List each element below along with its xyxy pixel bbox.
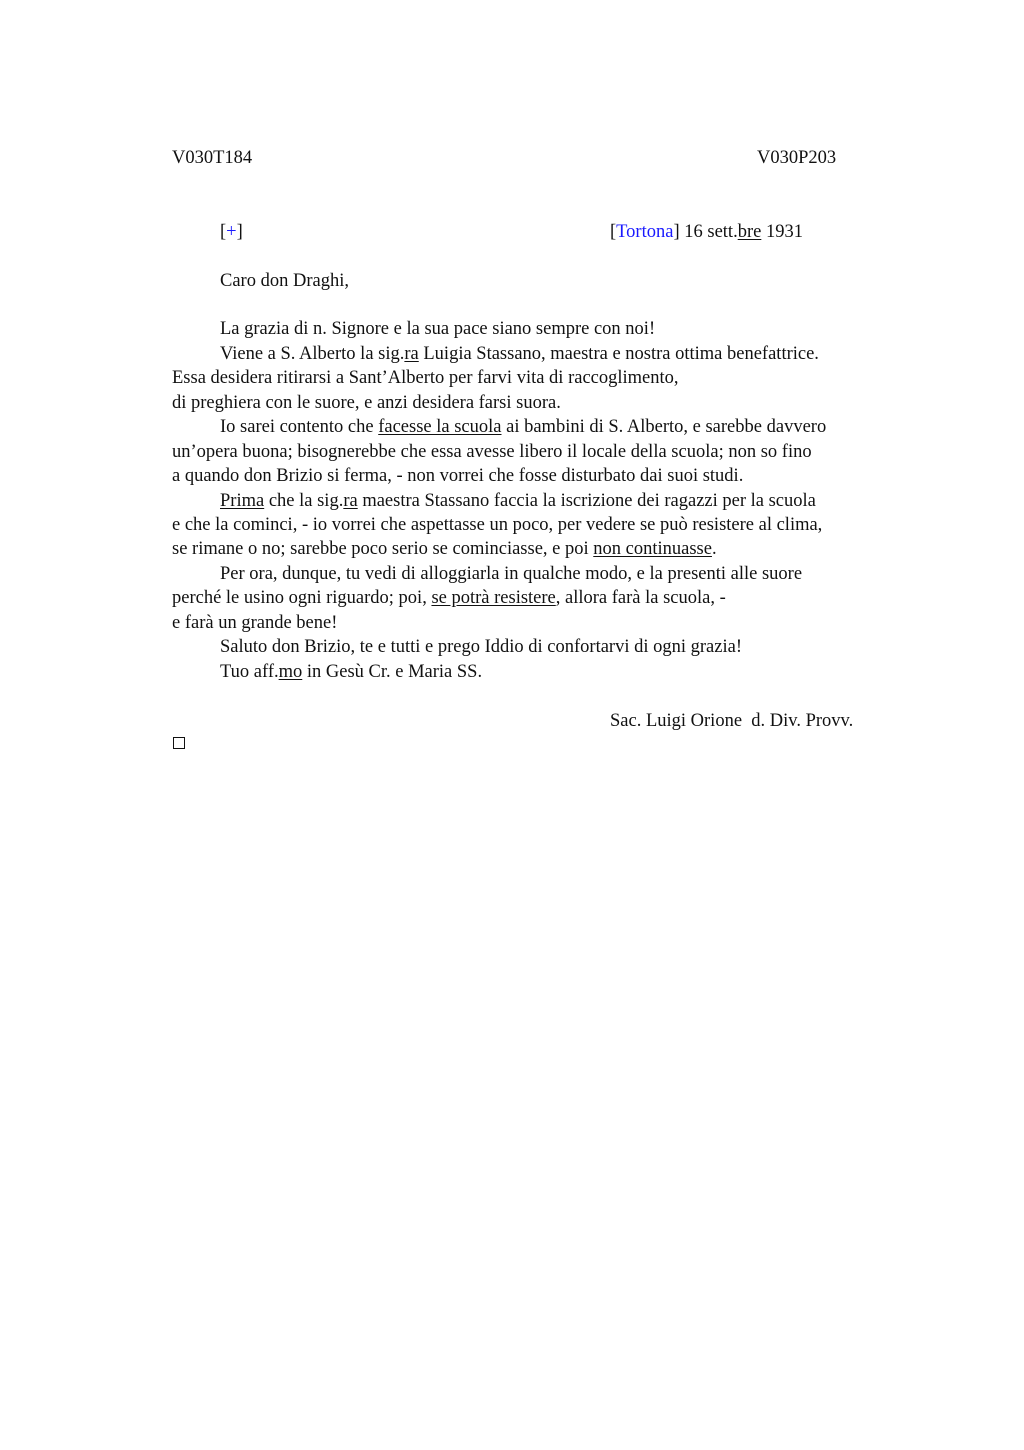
body-line-5: Io sarei contento che facesse la scuola ai bambini di S. Alberto, e sarebbe davvero <box>220 417 827 437</box>
bracket-open: [ <box>220 222 227 242</box>
place-bracket-open: [ <box>610 222 617 242</box>
header-right-code: V030P203 <box>757 148 837 168</box>
place-bracket-close: ] <box>673 222 680 242</box>
body-line-9: e che la cominci, - io vorrei che aspettasse un poco, per vedere se può resistere al clima, <box>172 515 823 535</box>
body-line-6: un’opera buona; bisognerebbe che essa avesse libero il locale della scuola; non so fino <box>172 442 812 462</box>
signature: Sac. Luigi Orione d. Div. Provv. <box>610 711 854 731</box>
body-line-7: a quando don Brizio si ferma, - non vorrei che fosse disturbato dai suoi studi. <box>172 466 744 486</box>
body-line-1: La grazia di n. Signore e la sua pace siano sempre con noi! <box>220 319 656 339</box>
end-mark-square-icon <box>173 737 185 749</box>
body-line-3: Essa desidera ritirarsi a Sant’Alberto per farvi vita di raccoglimento, <box>172 368 679 388</box>
body-line-15: Tuo aff.mo in Gesù Cr. e Maria SS. <box>220 662 483 682</box>
salutation: Caro don Draghi, <box>220 271 349 291</box>
body-line-14: Saluto don Brizio, te e tutti e prego Iddio di confortarvi di ogni grazia! <box>220 637 742 657</box>
header-left-code: V030T184 <box>172 148 253 168</box>
body-line-13: e farà un grande bene! <box>172 613 338 633</box>
bracket-close: ] <box>236 222 243 242</box>
dateline-right <box>610 223 803 242</box>
body-line-8: Prima che la sig.ra maestra Stassano faccia la iscrizione dei ragazzi per la scuola <box>220 491 816 511</box>
place-name: Tortona <box>616 222 674 242</box>
date-part-a: 16 sett. <box>679 222 738 242</box>
editorial-mark: + <box>226 222 237 242</box>
date-part-b: 1931 <box>761 222 803 242</box>
body-line-4: di preghiera con le suore, e anzi desidera farsi suora. <box>172 393 561 413</box>
body-line-11: Per ora, dunque, tu vedi di alloggiarla in qualche modo, e la presenti alle suore <box>220 564 803 584</box>
body-line-2: Viene a S. Alberto la sig.ra Luigia Stassano, maestra e nostra ottima benefattrice. <box>220 344 819 364</box>
dateline-left <box>220 223 243 242</box>
body-line-10: se rimane o no; sarebbe poco serio se cominciasse, e poi non continuasse. <box>172 539 717 559</box>
body-line-12: perché le usino ogni riguardo; poi, se potrà resistere, allora farà la scuola, - <box>172 588 726 608</box>
date-part-underlined: bre <box>737 222 762 242</box>
